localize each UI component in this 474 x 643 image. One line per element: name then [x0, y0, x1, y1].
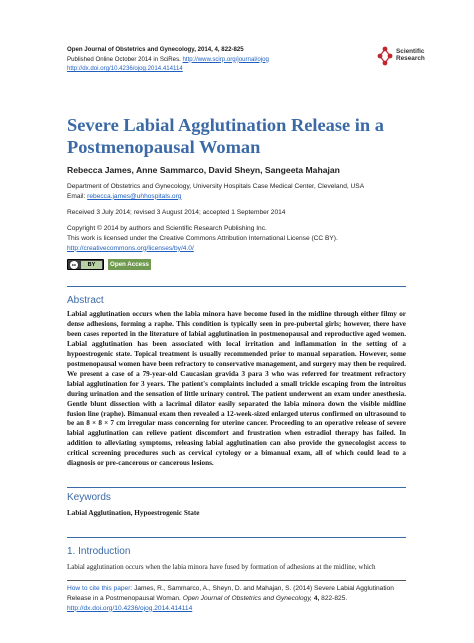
- cite-doi-link[interactable]: http://dx.doi.org/10.4236/ojog.2014.414114: [67, 604, 193, 612]
- divider: [67, 537, 406, 538]
- article-title: Severe Labial Agglutination Release in a Postmenopausal Woman: [67, 115, 384, 157]
- email-link[interactable]: rebecca.james@uhhospitals.org: [87, 192, 182, 200]
- logo-line-1: Scientific: [396, 48, 425, 55]
- cite-label: How to cite this paper:: [67, 585, 133, 592]
- affiliation-block: [67, 182, 364, 202]
- publisher-logo: [376, 46, 446, 68]
- introduction-heading: 1. Introduction: [67, 546, 131, 557]
- abstract-body: Labial agglutination occurs when the labia minora have become fused in the midline through either filmy or dense adhesions, forming a raphe. This condition is typically seen in pre-pubertal girls; however, there have been cases reported in the literature of labial agglutination in postmenopausal and reproductive aged women. Labial agglutination has been associated with local irritation and inflammation in the setting of a hypoestrogenic state. Topical treatment is usually recommended prior to manual separation. However, some postmenopausal women have been refractory to conservative management, and surgery may then be required. We present a case of a 79-year-old Caucasian gravida 3 para 3 who was referred for treatment refractory labial agglutination for 3 years. The patient's complaints included a small trickle escaping from the introitus during urination and the sensation of little urinary control. The patient underwent an exam under anesthesia. Gentle blunt dissection with a lacrimal dilator easily separated the labia minora down the visible midline fusion line (raphe). Bimanual exam then revealed a 12-week-sized enlarged uterus confirmed on ultrasound to be an 8 × 8 × 7 cm irregular mass concerning for uterine cancer. Proceeding to an operative release of severe labial agglutination can relieve patient discomfort and frustration when estradiol therapy has failed. In addition to alleviating symptoms, releasing labial agglutination can also provide the gynecologist access to critical screening procedures such as cervical cytology or a bimanual exam, all of which could lead to a diagnosis or pre-cancerous or cancerous lesions.: [67, 310, 406, 468]
- cite-text: James, R., Sammarco, A., Sheyn, D. and Mahajan, S. (2014) Severe Labial Agglutination Release in a Postmenopausal Woman.: [67, 585, 394, 602]
- journal-name: Open Journal of Obstetrics and Gynecology, 2014, 4, 822-825: [67, 46, 244, 53]
- creative-commons-icon: cc: [71, 262, 77, 267]
- published-line: [67, 55, 367, 65]
- journal-header: [67, 45, 367, 74]
- published-text: Published Online October 2014 in SciRes.: [67, 55, 181, 63]
- copyright-line: Copyright © 2014 by authors and Scientific Research Publishing Inc.: [67, 225, 267, 232]
- cite-volume: 4,: [313, 594, 320, 602]
- email-label: Email:: [67, 192, 86, 200]
- cite-journal: Open Journal of Obstetrics and Gynecology,: [182, 594, 312, 602]
- authors: Rebecca James, Anne Sammarco, David Sheyn, Sangeeta Mahajan: [67, 165, 340, 175]
- footer-divider: [67, 580, 406, 581]
- keywords-heading: Keywords: [67, 492, 111, 503]
- keywords-body: Labial Agglutination, Hypoestrogenic State: [67, 509, 200, 517]
- journal-url-link[interactable]: http://www.scirp.org/journal/ojog: [182, 55, 269, 63]
- abstract-heading: Abstract: [67, 295, 104, 306]
- logo-line-2: Research: [396, 55, 425, 63]
- logo-wordmark: [396, 48, 425, 62]
- license-link[interactable]: http://creativecommons.org/licenses/by/4.0/: [67, 244, 194, 252]
- cc-by-badge[interactable]: [67, 259, 104, 270]
- received-dates: Received 3 July 2014; revised 3 August 2014; accepted 1 September 2014: [67, 209, 286, 216]
- cc-by-label: BY: [81, 261, 102, 269]
- molecule-logo-icon: [376, 46, 394, 66]
- introduction-body: Labial agglutination occurs when the labia minora have fused by formation of adhesions at the midline, which: [67, 563, 376, 571]
- open-access-badge: Open Access: [108, 259, 151, 270]
- cite-pages: 822-825.: [321, 594, 348, 602]
- divider: [67, 487, 406, 488]
- divider: [67, 286, 406, 287]
- header-doi-link[interactable]: http://dx.doi.org/10.4236/ojog.2014.414114: [67, 65, 183, 73]
- email-line: [67, 192, 364, 202]
- affiliation: Department of Obstetrics and Gynecology, University Hospitals Case Medical Center, Cleveland, USA: [67, 183, 365, 190]
- license-line: This work is licensed under the Creative Commons Attribution International License (CC BY).: [67, 234, 338, 242]
- copyright-block: [67, 224, 338, 253]
- how-to-cite: [67, 584, 412, 613]
